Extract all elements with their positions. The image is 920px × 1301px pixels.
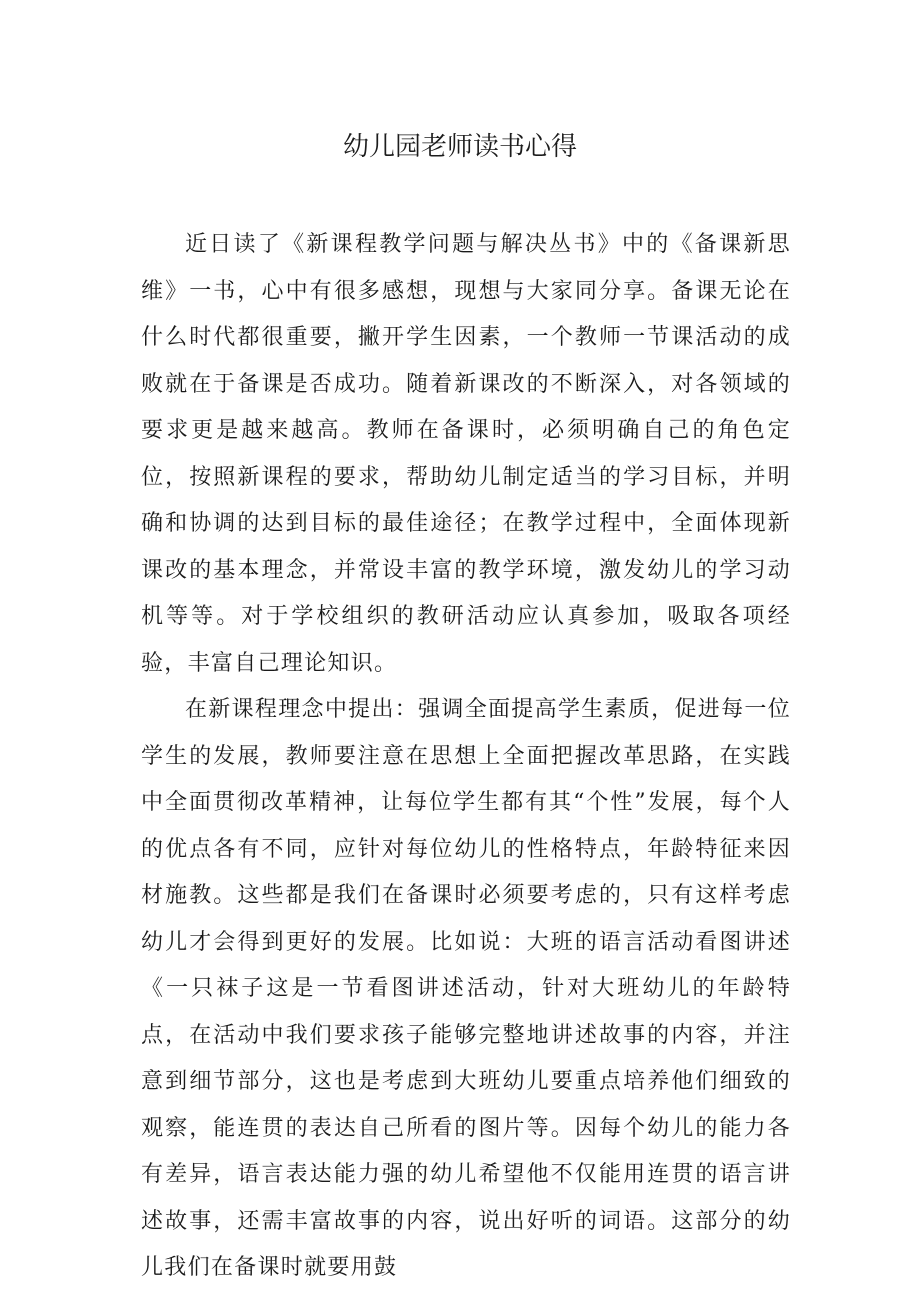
- paragraph-2: 在新课程理念中提出：强调全面提高学生素质，促进每一位学生的发展，教师要注意在思想上全面把握改革思路，在实践中全面贯彻改革精神，让每位学生都有其“个性”发展，每个人的优点各有不同，应针对每位幼儿的性格特点，年龄特征来因材施教。这些都是我们在备课时必须要考虑的，只有这样考虑幼儿才会得到更好的发展。比如说：大班的语言活动看图讲述《一只袜子这是一节看图讲述活动，针对大班幼儿的年龄特点，在活动中我们要求孩子能够完整地讲述故事的内容，并注意到细节部分，这也是考虑到大班幼儿要重点培养他们细致的观察，能连贯的表达自己所看的图片等。因每个幼儿的能力各有差异，语言表达能力强的幼儿希望他不仅能用连贯的语言讲述故事，还需丰富故事的内容，说出好听的词语。这部分的幼儿我们在备课时就要用鼓: [141, 697, 791, 1280]
- document-body: [141, 222, 791, 1292]
- paragraph-1: 近日读了《新课程教学问题与解决丛书》中的《备课新思维》一书，心中有很多感想，现想与大家同分享。备课无论在什么时代都很重要，撇开学生因素，一个教师一节课活动的成败就在于备课是否成功。随着新课改的不断深入，对各领域的要求更是越来越高。教师在备课时，必须明确自己的角色定位，按照新课程的要求，帮助幼儿制定适当的学习目标，并明确和协调的达到目标的最佳途径；在教学过程中，全面体现新课改的基本理念，并常设丰富的教学环境，激发幼儿的学习动机等等。对于学校组织的教研活动应认真参加，吸取各项经验，丰富自己理论知识。: [141, 232, 791, 676]
- document-title: 幼儿园老师读书心得: [342, 132, 577, 162]
